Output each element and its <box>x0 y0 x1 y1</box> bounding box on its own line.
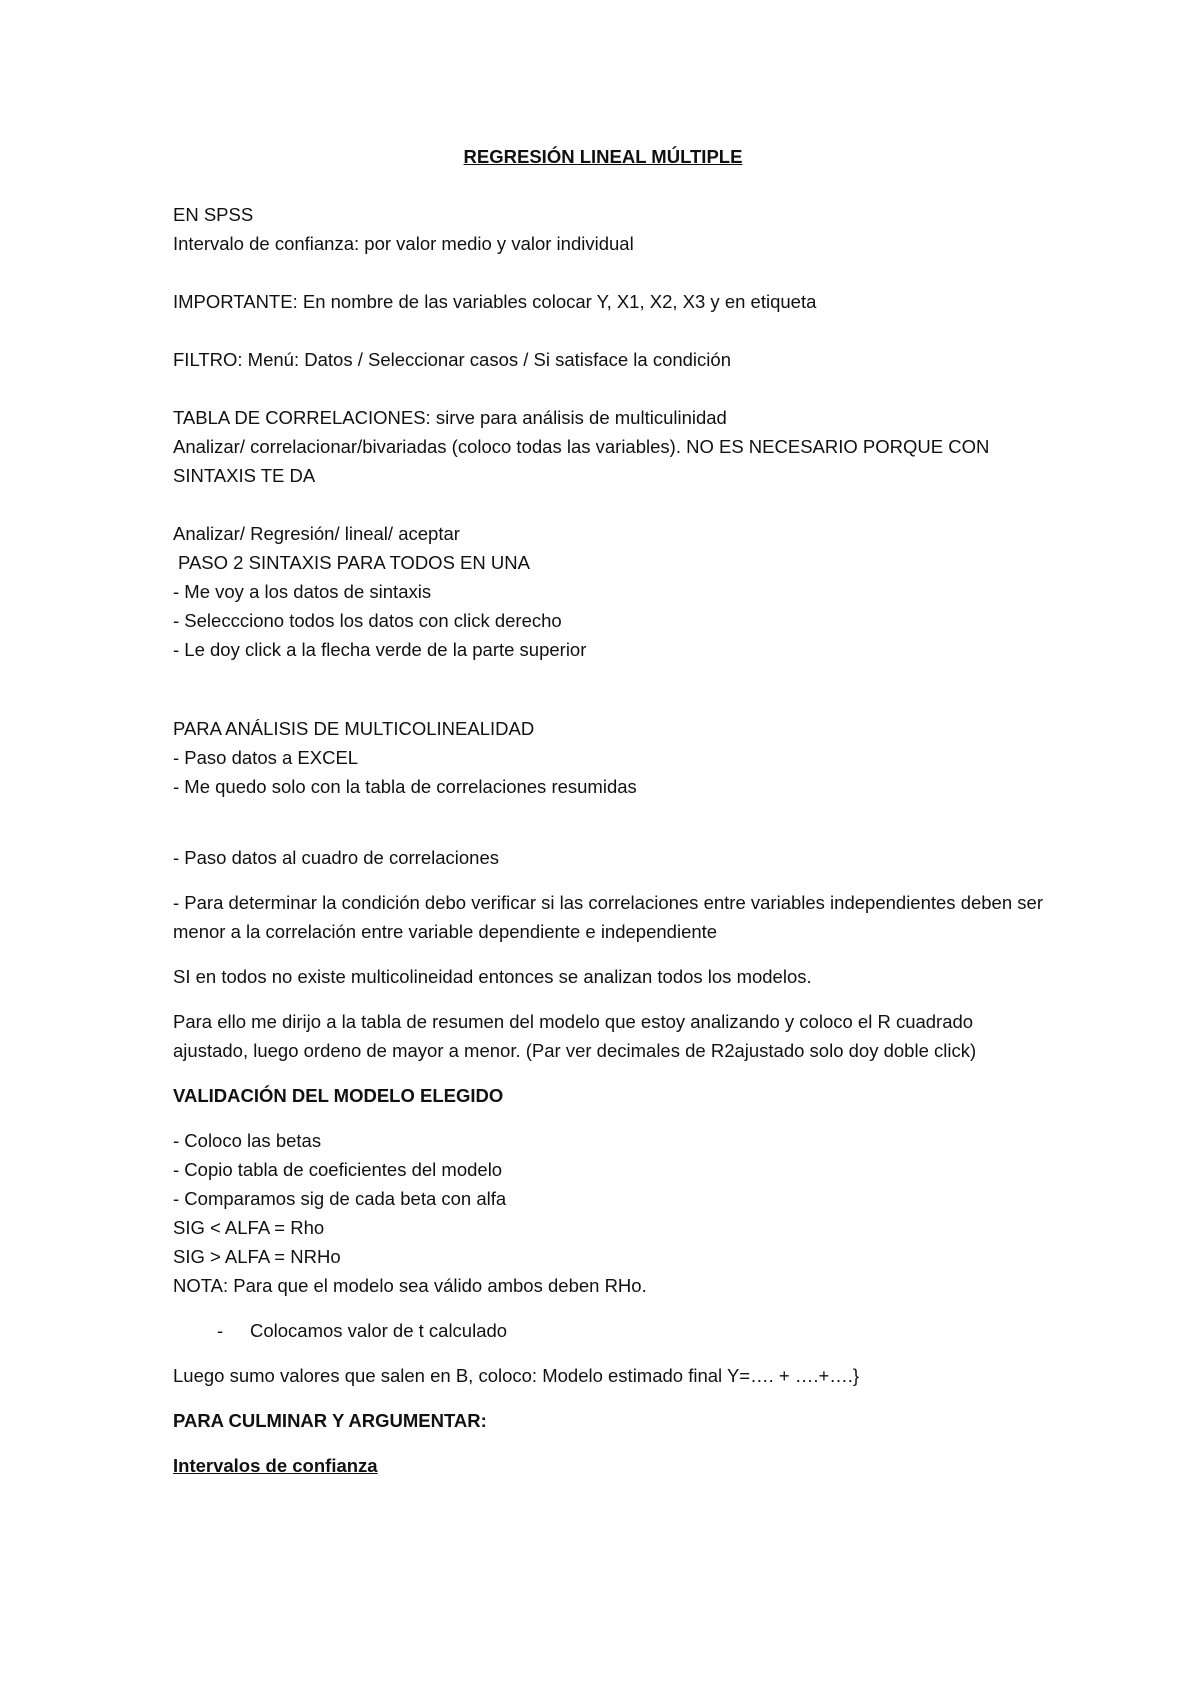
text-line: PASO 2 SINTAXIS PARA TODOS EN UNA <box>178 552 530 573</box>
text-line: IMPORTANTE: En nombre de las variables colocar Y, X1, X2, X3 y en etiqueta <box>173 291 817 312</box>
list-item: - Copio tabla de coeficientes del modelo <box>173 1159 503 1180</box>
text-line: FILTRO: Menú: Datos / Seleccionar casos / Si satisface la condición <box>173 349 731 370</box>
section-heading: Intervalos de confianza <box>173 1455 378 1476</box>
list-item-text: Colocamos valor de t calculado <box>250 1320 508 1341</box>
list-item: - Paso datos al cuadro de correlaciones <box>173 847 499 868</box>
page-title: REGRESIÓN LINEAL MÚLTIPLE <box>463 146 743 167</box>
text-line: Luego sumo valores que salen en B, coloco: Modelo estimado final Y=…. + ….+….} <box>173 1365 860 1386</box>
section-heading: PARA CULMINAR Y ARGUMENTAR: <box>173 1410 487 1431</box>
list-item <box>173 1316 1053 1345</box>
list-item: - Me voy a los datos de sintaxis <box>173 581 432 602</box>
list-item: - Seleccciono todos los datos con click derecho <box>173 610 562 631</box>
dash-bullet: - <box>217 1320 224 1341</box>
document-body <box>173 142 1053 1480</box>
note-line: NOTA: Para que el modelo sea válido ambos deben RHo. <box>173 1275 647 1296</box>
list-item: - Paso datos a EXCEL <box>173 747 359 768</box>
section-heading: PARA ANÁLISIS DE MULTICOLINEALIDAD <box>173 718 535 739</box>
text-line: SIG < ALFA = Rho <box>173 1217 325 1238</box>
list-item: - Comparamos sig de cada beta con alfa <box>173 1188 507 1209</box>
list-item: - Le doy click a la flecha verde de la parte superior <box>173 639 587 660</box>
text-line: Analizar/ Regresión/ lineal/ aceptar <box>173 523 460 544</box>
list-item: - Me quedo solo con la tabla de correlaciones resumidas <box>173 776 637 797</box>
list-item: - Coloco las betas <box>173 1130 322 1151</box>
text-line: SIG > ALFA = NRHo <box>173 1246 341 1267</box>
text-line: EN SPSS <box>173 204 254 225</box>
text-paragraph: Para ello me dirijo a la tabla de resumen del modelo que estoy analizando y coloco el R cuadrado ajustado, luego ordeno de mayor a menor. (Par ver decimales de R2ajustado solo doy doble click) <box>173 1011 977 1061</box>
text-line: SI en todos no existe multicolineidad entonces se analizan todos los modelos. <box>173 966 812 987</box>
text-line: TABLA DE CORRELACIONES: sirve para análisis de multiculinidad <box>173 407 727 428</box>
section-heading: VALIDACIÓN DEL MODELO ELEGIDO <box>173 1085 504 1106</box>
list-item: - Para determinar la condición debo verificar si las correlaciones entre variables independientes deben ser menor a la correlación entre variable dependiente e independiente <box>173 892 1043 942</box>
text-line: Analizar/ correlacionar/bivariadas (coloco todas las variables). NO ES NECESARIO PORQUE CON SINTAXIS TE DA <box>173 436 990 486</box>
text-line: Intervalo de confianza: por valor medio y valor individual <box>173 233 634 254</box>
